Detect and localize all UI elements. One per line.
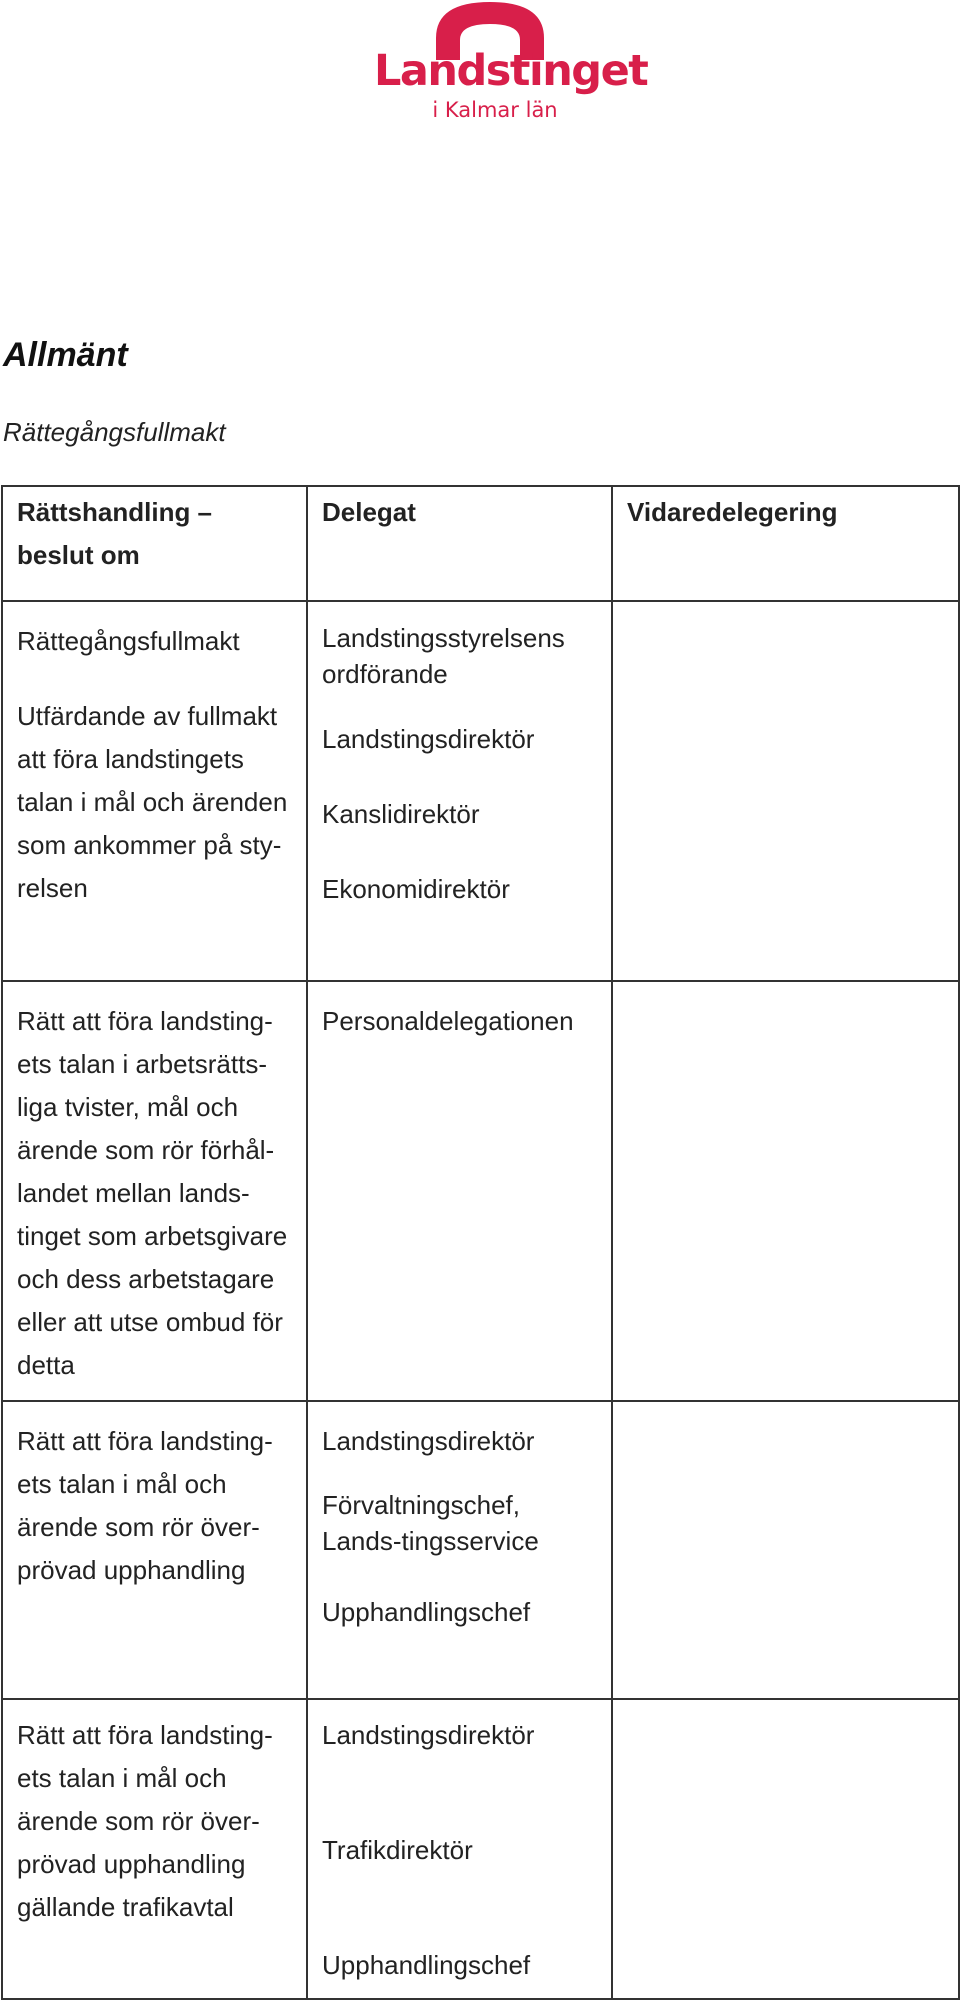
row3-delegat: [307, 1401, 612, 1699]
row4-description: Rätt att föra landsting-ets talan i mål och ärende som rör över-prövad upphandling gällande trafikavtal: [17, 1720, 273, 1922]
row4-delegat-2: Trafikdirektör: [322, 1835, 473, 1865]
logo-subtitle: i Kalmar län: [432, 98, 558, 122]
row4-rattshandling: [2, 1699, 307, 1999]
row2-delegat: [307, 981, 612, 1401]
row1-vidaredelegering: [612, 601, 959, 981]
row2-vidaredelegering: [612, 981, 959, 1401]
header-vidaredelegering: Vidaredelegering: [612, 486, 959, 601]
row1-delegat-2: Landstingsdirektör: [322, 724, 535, 754]
row2-description: Rätt att föra landsting-ets talan i arbetsrätts-liga tvister, mål och ärende som rör förhål-landet mellan lands-tinget som arbetsgivare och dess arbetstagare eller att utse ombud för detta: [17, 1006, 288, 1380]
row3-vidaredelegering: [612, 1401, 959, 1699]
row1-title: Rättegångsfullmakt: [17, 626, 240, 656]
row4-delegat-3: Upphandlingschef: [322, 1950, 531, 1980]
row3-delegat-2: Förvaltningschef, Lands-tingsservice: [322, 1490, 539, 1556]
header-rattshandling: Rättshandling – beslut om: [2, 486, 307, 601]
header-delegat: Delegat: [307, 486, 612, 601]
row4-vidaredelegering: [612, 1699, 959, 1999]
row2-delegat-1: Personaldelegationen: [322, 1006, 574, 1036]
table-row: [2, 1401, 959, 1699]
landstinget-logo: [370, 0, 648, 130]
table-row: [2, 1699, 959, 1999]
section-subheading: Rättegångsfullmakt: [3, 417, 226, 447]
row1-delegat: [307, 601, 612, 981]
row3-rattshandling: [2, 1401, 307, 1699]
section-heading: Allmänt: [3, 336, 128, 374]
row1-rattshandling: [2, 601, 307, 981]
row1-delegat-4: Ekonomidirektör: [322, 874, 510, 904]
row1-delegat-1: Landstingsstyrelsens ordförande: [322, 623, 565, 689]
row3-delegat-1: Landstingsdirektör: [322, 1426, 535, 1456]
row4-delegat: [307, 1699, 612, 1999]
table-row: [2, 601, 959, 981]
row4-delegat-1: Landstingsdirektör: [322, 1720, 535, 1750]
row3-delegat-3: Upphandlingschef: [322, 1597, 531, 1627]
logo-wordmark: Landstinget: [374, 46, 648, 96]
row1-description: Utfärdande av fullmakt att föra landstingets talan i mål och ärenden som ankommer på sty-relsen: [17, 701, 288, 903]
row2-rattshandling: [2, 981, 307, 1401]
row1-delegat-3: Kanslidirektör: [322, 799, 480, 829]
delegation-table: [1, 485, 960, 2000]
table-header-row: [2, 486, 959, 601]
table-row: [2, 981, 959, 1401]
row3-description: Rätt att föra landsting-ets talan i mål och ärende som rör över-prövad upphandling: [17, 1426, 273, 1585]
